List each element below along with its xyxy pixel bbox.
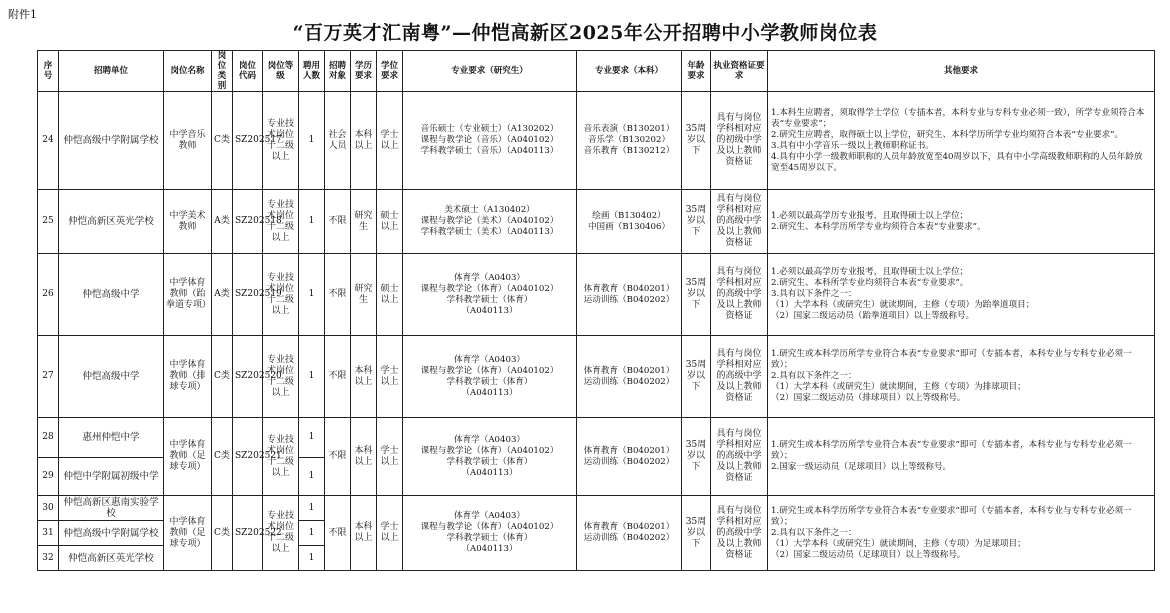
cell-unit: 仲恺高新区英光学校: [59, 190, 164, 254]
cell-major-undergrad-line: 运动训练（B040202）: [583, 294, 675, 305]
cell-other-line: 1.必须以最高学历专业报考，且取得硕士以上学位；: [771, 267, 969, 277]
cell-other-line: 1.本科生应聘者，须取得学士学位（专插本者，本科专业与专科专业必须一致），所学专业须符合本表“专业要求”；: [771, 107, 1145, 129]
cell-other: [768, 190, 1155, 254]
cell-major-grad-line: （A040113）: [461, 467, 518, 478]
header-major-grad: 专业要求（研究生）: [403, 51, 577, 92]
cell-post-type: C类: [212, 418, 233, 496]
cell-major-undergrad-line: 体育教育（B040201）: [583, 365, 675, 376]
cell-seq: 28: [38, 418, 59, 458]
attachment-label: 附件1: [8, 8, 37, 21]
cell-post-level: 专业技术岗位十二级以上: [263, 418, 299, 496]
cell-seq: 25: [38, 190, 59, 254]
cell-post-type: A类: [212, 190, 233, 254]
cell-major-undergrad-line: 运动训练（B040202）: [583, 456, 675, 467]
cell-unit: 仲恺高级中学附属学校: [59, 92, 164, 190]
cell-count: 1: [299, 418, 325, 458]
cell-degree: 硕士以上: [377, 254, 403, 336]
cell-education: 本科以上: [351, 496, 377, 571]
header-education: 学历要求: [351, 51, 377, 92]
cell-post-level: 专业技术岗位十二级以上: [263, 336, 299, 418]
cell-post-type: C类: [212, 496, 233, 571]
cell-seq: 27: [38, 336, 59, 418]
cell-other-line: 2.研究生应聘者，取得硕士以上学位，研究生、本科学历所学专业均须符合本表“专业要求”。: [771, 129, 1124, 140]
table-row: [38, 254, 1155, 336]
cell-education: 本科以上: [351, 418, 377, 496]
header-target: 招聘对象: [325, 51, 351, 92]
cell-post-type: C类: [212, 336, 233, 418]
cell-other-line: （1）大学本科（或研究生）就读期间，主修（专项）为跆拳道项目；: [771, 300, 1035, 310]
cell-other: [768, 336, 1155, 418]
cell-degree: 学士以上: [377, 418, 403, 496]
cell-major-grad-line: 学科教学硕士（体育）: [446, 294, 533, 305]
cell-major-grad: [403, 418, 577, 496]
cell-major-undergrad-line: 音乐学（B130202）: [587, 135, 671, 145]
cell-major-grad-line: 课程与教学论（体育）（A040102）: [420, 365, 559, 376]
cell-post-type: A类: [212, 254, 233, 336]
cell-other-line: 4.具有中小学一级教师职称的人员年龄放宽至40周岁以下，具有中小学高级教师职称的人员年龄放宽至45周岁以下。: [771, 151, 1143, 173]
header-post-level: 岗位等级: [263, 51, 299, 92]
cell-target: 不限: [325, 496, 351, 571]
cell-count: 1: [299, 546, 325, 571]
cell-count: 1: [299, 458, 325, 496]
cell-major-grad-line: 学科教学硕士（音乐）（A040113）: [420, 146, 559, 156]
cell-post-name: 中学体育教师（足球专项）: [164, 418, 212, 496]
table-row: [38, 336, 1155, 418]
cell-unit: 仲恺高级中学: [59, 336, 164, 418]
table-row: [38, 190, 1155, 254]
cell-post-level: 专业技术岗位十二级以上: [263, 254, 299, 336]
table-row: [38, 496, 1155, 521]
cell-other: [768, 418, 1155, 496]
cell-other-line: 2.国家一级运动员（足球项目）以上等级称号。: [771, 462, 952, 472]
cell-post-level: 专业技术岗位十二级以上: [263, 496, 299, 571]
cell-major-undergrad-line: 体育教育（B040201）: [583, 283, 675, 294]
cell-age: 35周岁以下: [682, 190, 711, 254]
cell-major-grad-line: 学科教学硕士（体育）: [446, 376, 533, 387]
cell-major-grad-line: 音乐硕士（专业硕士）（A130202）: [420, 124, 559, 134]
cell-major-grad-line: 课程与教学论（体育）（A040102）: [420, 283, 559, 294]
cell-seq: 26: [38, 254, 59, 336]
cell-count: 1: [299, 190, 325, 254]
cell-post-name: 中学体育教师（足球专项）: [164, 496, 212, 571]
cell-major-grad-line: 美术硕士（A130402）: [444, 205, 535, 215]
cell-major-undergrad-line: 体育教育（B040201）: [583, 445, 675, 456]
cell-post-code: SZ202521: [233, 418, 263, 496]
cell-major-undergrad: [577, 496, 682, 571]
cell-post-type: C类: [212, 92, 233, 190]
cell-major-grad-line: 体育学（A0403）: [453, 272, 526, 283]
cell-major-undergrad-line: 运动训练（B040202）: [583, 533, 675, 543]
cell-major-undergrad: [577, 336, 682, 418]
cell-count: 1: [299, 254, 325, 336]
cell-degree: 硕士以上: [377, 190, 403, 254]
cell-major-grad: [403, 190, 577, 254]
cell-major-grad-line: 课程与教学论（美术）（A040102）: [420, 216, 559, 226]
cell-cert: 具有与岗位学科相对应的高级中学及以上教师资格证: [711, 496, 768, 571]
header-post-type: 岗位类别: [212, 51, 233, 92]
cell-cert: 具有与岗位学科相对应的初级中学及以上教师资格证: [711, 92, 768, 190]
cell-other-line: 2.具有以下条件之一：: [771, 371, 857, 381]
cell-degree: 学士以上: [377, 336, 403, 418]
cell-seq: 32: [38, 546, 59, 571]
cell-major-grad: [403, 336, 577, 418]
cell-post-code: SZ202522: [233, 496, 263, 571]
cell-major-undergrad-line: 音乐表演（B130201）: [583, 124, 675, 134]
cell-seq: 29: [38, 458, 59, 496]
cell-seq: 31: [38, 521, 59, 546]
cell-other-line: 3.具有中小学音乐一级以上教师职称证书。: [771, 140, 934, 151]
page-title: “百万英才汇南粤”—仲恺高新区2025年公开招聘中小学教师岗位表: [292, 22, 878, 44]
header-unit: 招聘单位: [59, 51, 164, 92]
cell-other-line: （1）大学本科（或研究生）就读期间，主修（专项）为排球项目；: [771, 382, 1026, 392]
cell-age: 35周岁以下: [682, 336, 711, 418]
cell-other: [768, 496, 1155, 571]
cell-major-grad: [403, 496, 577, 571]
cell-education: 本科以上: [351, 92, 377, 190]
cell-other-line: 1.研究生或本科学历所学专业符合本表“专业要求”即可（专插本者，本科专业与专科专业必须一致）；: [771, 505, 1132, 527]
table-row: [38, 92, 1155, 190]
cell-count: 1: [299, 92, 325, 190]
cell-major-grad-line: （A040113）: [461, 544, 518, 554]
cell-other: [768, 254, 1155, 336]
cell-age: 35周岁以下: [682, 254, 711, 336]
cell-other-line: （2）国家二级运动员（跆拳道项目）以上等级称号。: [771, 311, 975, 321]
cell-major-grad-line: 课程与教学论（音乐）（A040102）: [420, 135, 559, 145]
cell-post-code: SZ202517: [233, 92, 263, 190]
cell-degree: 学士以上: [377, 92, 403, 190]
header-degree: 学位要求: [377, 51, 403, 92]
header-post-name: 岗位名称: [164, 51, 212, 92]
header-major-undergrad: 专业要求（本科）: [577, 51, 682, 92]
cell-major-undergrad-line: 体育教育（B040201）: [583, 522, 675, 532]
cell-other-line: 1.研究生或本科学历所学专业符合本表“专业要求”即可（专插本者，本科专业与专科专业必须一致）；: [771, 440, 1132, 461]
cell-unit: 仲恺中学附属初级中学: [59, 458, 164, 496]
cell-other-line: 2.具有以下条件之一：: [771, 527, 857, 538]
cell-count: 1: [299, 496, 325, 521]
cell-cert: 具有与岗位学科相对应的高级中学及以上教师资格证: [711, 254, 768, 336]
cell-major-undergrad-line: 中国画（B130406）: [587, 221, 671, 232]
cell-seq: 30: [38, 496, 59, 521]
header-other: 其他要求: [768, 51, 1155, 92]
cell-other-line: 3.具有以下条件之一：: [771, 289, 857, 299]
table-row: [38, 418, 1155, 458]
cell-major-grad-line: （A040113）: [461, 387, 518, 398]
header-post-code: 岗位代码: [233, 51, 263, 92]
cell-unit: 仲恺高新区英光学校: [59, 546, 164, 571]
cell-target: 不限: [325, 190, 351, 254]
cell-seq: 24: [38, 92, 59, 190]
cell-count: 1: [299, 521, 325, 546]
header-seq: 序号: [38, 51, 59, 92]
cell-major-grad-line: 体育学（A0403）: [453, 354, 526, 365]
cell-other-line: 1.研究生或本科学历所学专业符合本表“专业要求”即可（专插本者，本科专业与专科专业必须一致）；: [771, 349, 1132, 370]
cell-target: 社会人员: [325, 92, 351, 190]
cell-unit: 仲恺高新区惠南实验学校: [59, 496, 164, 521]
cell-major-grad: [403, 92, 577, 190]
cell-post-code: SZ202519: [233, 254, 263, 336]
cell-other-line: 2.研究生、本科学历所学专业均须符合本表“专业要求”。: [771, 221, 986, 232]
cell-cert: 具有与岗位学科相对应的高级中学及以上教师资格证: [711, 418, 768, 496]
cell-major-grad: [403, 254, 577, 336]
cell-major-undergrad-line: 运动训练（B040202）: [583, 376, 675, 387]
cell-other-line: （1）大学本科（或研究生）就读期间，主修（专项）为足球项目；: [771, 538, 1026, 549]
cell-other-line: （2）国家二级运动员（排球项目）以上等级称号。: [771, 393, 966, 403]
cell-target: 不限: [325, 418, 351, 496]
cell-major-undergrad: [577, 92, 682, 190]
cell-other: [768, 92, 1155, 190]
cell-education: 本科以上: [351, 336, 377, 418]
cell-unit: 仲恺高级中学附属学校: [59, 521, 164, 546]
cell-post-name: 中学体育教师（排球专项）: [164, 336, 212, 418]
cell-cert: 具有与岗位学科相对应的高级中学及以上教师资格证: [711, 336, 768, 418]
cell-unit: 仲恺高级中学: [59, 254, 164, 336]
cell-count: 1: [299, 336, 325, 418]
cell-target: 不限: [325, 254, 351, 336]
cell-major-undergrad-line: 音乐教育（B130212）: [583, 146, 675, 156]
cell-post-code: SZ202518: [233, 190, 263, 254]
cell-other-line: 2.研究生、本科所学专业均须符合本表“专业要求”。: [771, 278, 969, 288]
cell-major-grad-line: 体育学（A0403）: [453, 434, 526, 445]
cell-major-grad-line: 学科教学硕士（美术）（A040113）: [420, 227, 559, 237]
cell-post-level: 专业技术岗位十二级以上: [263, 190, 299, 254]
cell-major-undergrad: [577, 190, 682, 254]
cell-education: 研究生: [351, 254, 377, 336]
cell-education: 研究生: [351, 190, 377, 254]
cell-major-grad-line: 课程与教学论（体育）（A040102）: [420, 445, 559, 456]
header-count: 聘用人数: [299, 51, 325, 92]
cell-age: 35周岁以下: [682, 496, 711, 571]
cell-major-undergrad: [577, 418, 682, 496]
recruitment-table: [37, 50, 1155, 571]
cell-major-undergrad: [577, 254, 682, 336]
cell-major-undergrad-line: 绘画（B130402）: [592, 210, 666, 221]
cell-post-name: 中学音乐教师: [164, 92, 212, 190]
cell-post-name: 中学美术教师: [164, 190, 212, 254]
cell-major-grad-line: 学科教学硕士（体育）: [446, 456, 533, 467]
cell-age: 35周岁以下: [682, 92, 711, 190]
header-row: [38, 51, 1155, 92]
cell-major-grad-line: （A040113）: [461, 305, 518, 316]
cell-post-name: 中学体育教师（跆拳道专项）: [164, 254, 212, 336]
cell-major-grad-line: 体育学（A0403）: [453, 511, 526, 521]
header-cert: 执业资格证要求: [711, 51, 768, 92]
cell-age: 35周岁以下: [682, 418, 711, 496]
cell-degree: 学士以上: [377, 496, 403, 571]
cell-other-line: 1.必须以最高学历专业报考，且取得硕士以上学位；: [771, 210, 969, 221]
cell-post-code: SZ202520: [233, 336, 263, 418]
cell-unit: 惠州仲恺中学: [59, 418, 164, 458]
cell-target: 不限: [325, 336, 351, 418]
cell-major-grad-line: 学科教学硕士（体育）: [446, 533, 533, 543]
header-age: 年龄要求: [682, 51, 711, 92]
cell-post-level: 专业技术岗位十二级以上: [263, 92, 299, 190]
cell-major-grad-line: 课程与教学论（体育）（A040102）: [420, 522, 559, 532]
cell-other-line: （2）国家二级运动员（足球项目）以上等级称号。: [771, 549, 966, 560]
cell-cert: 具有与岗位学科相对应的高级中学及以上教师资格证: [711, 190, 768, 254]
